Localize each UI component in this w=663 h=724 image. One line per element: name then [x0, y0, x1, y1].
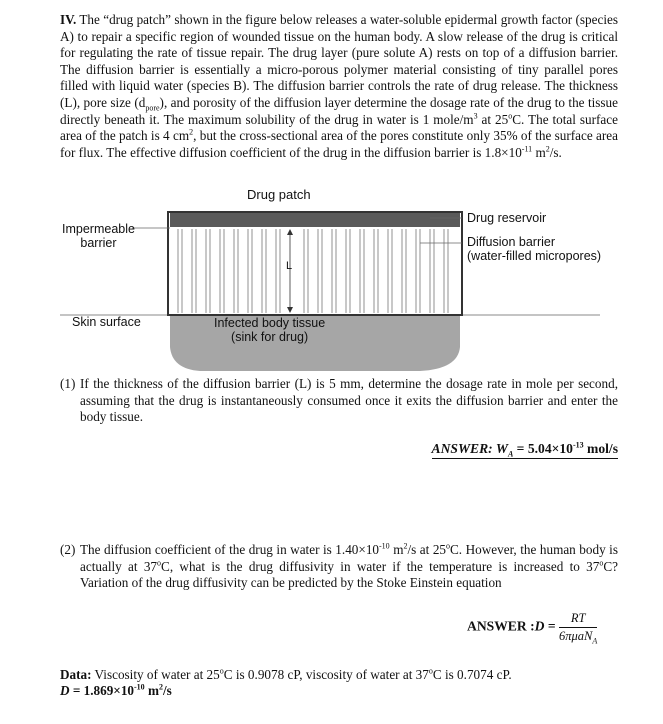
label-skin-surface: Skin surface: [72, 315, 141, 329]
q2-text: The diffusion coefficient of the drug in water is $1.40\times 10^{-10}$ $m^2/s$ at 25$^o$C. However, the human body is actually at 37$^o$C, what is the drug diffusivity in water if the temperature is increased to 37$^o$C? Variation of the drug diffusivity can be predicted by the Stoke Einstein equation: [80, 541, 618, 591]
problem-number: IV.: [60, 12, 77, 27]
impermeable-barrier: [168, 212, 462, 315]
stokes-einstein-fraction: $\frac{RT}{6\pi\mu aN_A}$: [558, 611, 598, 646]
question-1: [60, 376, 618, 426]
intro-text: The “drug patch” shown in the figure below releases a water-soluble epidermal growth factor (species A) to repair a specific region of wounded tissue on the human body. A slow release of the drug is critical for regulating the rate of tissue repair. The drug layer (pure solute A) rests on top of a diffusion barrier. The diffusion barrier is essentially a micro-porous polymer material consisting of tiny parallel pores filled with liquid water (species B). The diffusion barrier controls the rate of drug release. The thickness (L), pore size (d: [60, 12, 619, 110]
q2-number: (2): [60, 542, 76, 557]
q1-text: If the thickness of the diffusion barrier (L) is 5 mm, determine the dosage rate in mole per second, assuming that the drug is instantaneously consumed once it exits the diffusion barrier and enter the body tissue.: [80, 376, 618, 425]
label-impermeable: Impermeable barrier: [62, 222, 135, 250]
q1-number: (1): [60, 376, 76, 391]
label-diffusion-barrier: Diffusion barrier (water-filled micropores): [467, 235, 602, 263]
label-thickness: L: [286, 260, 293, 272]
q2-data: Data: Viscosity of water at 25$^o$C is 0.9078 cP, viscosity of water at 37$^o$C is 0.7074 cP.: [60, 666, 512, 682]
label-reservoir: Drug reservoir: [467, 211, 547, 225]
drug-reservoir: [170, 212, 460, 227]
drug-patch-figure: [0, 185, 663, 375]
q1-answer: ANSWER: $W_A = 5.04\times 10^{-13}$ mol/s: [431, 440, 618, 459]
micropores: [178, 229, 448, 313]
problem-statement: IV. The “drug patch” shown in the figure below releases a water-soluble epidermal growth factor (species A) to repair a specific region of wounded tissue on the human body. A slow release of the drug is critical for regulating the rate of tissue repair. The drug layer (pure solute A) rests on top of a diffusion barrier. The diffusion barrier is essentially a micro-porous polymer material consisting of tiny parallel pores filled with liquid water (species B). The diffusion barrier controls the rate of drug release. The thickness (L), pore size $(d_{pore})$, and porosity of the diffusion layer determine the dosage rate of the drug to the tissue directly beneath it. The maximum solubility of the drug in water is 1 mole/$m^3$ at 25$^o$C. The total surface area of the patch is 4 $cm^2$, but the cross-sectional area of the pores constitute only 35% of the surface area for flux. The effective diffusion coefficient of the drug in the diffusion barrier is $1.8\times 10^{-11}$ $m^2/s$.: [60, 12, 619, 160]
patch-diagram: [0, 185, 663, 375]
figure-title: Drug patch: [247, 187, 311, 202]
question-2: [60, 542, 618, 592]
label-infected-tissue: Infected body tissue (sink for drug): [214, 316, 326, 344]
q2-answer-formula: ANSWER :D = $\frac{RT}{6\pi\mu aN_A}$: [467, 611, 598, 646]
q2-result: $D = 1.869\times 10^{-10}$ $m^2/s$: [60, 682, 172, 698]
